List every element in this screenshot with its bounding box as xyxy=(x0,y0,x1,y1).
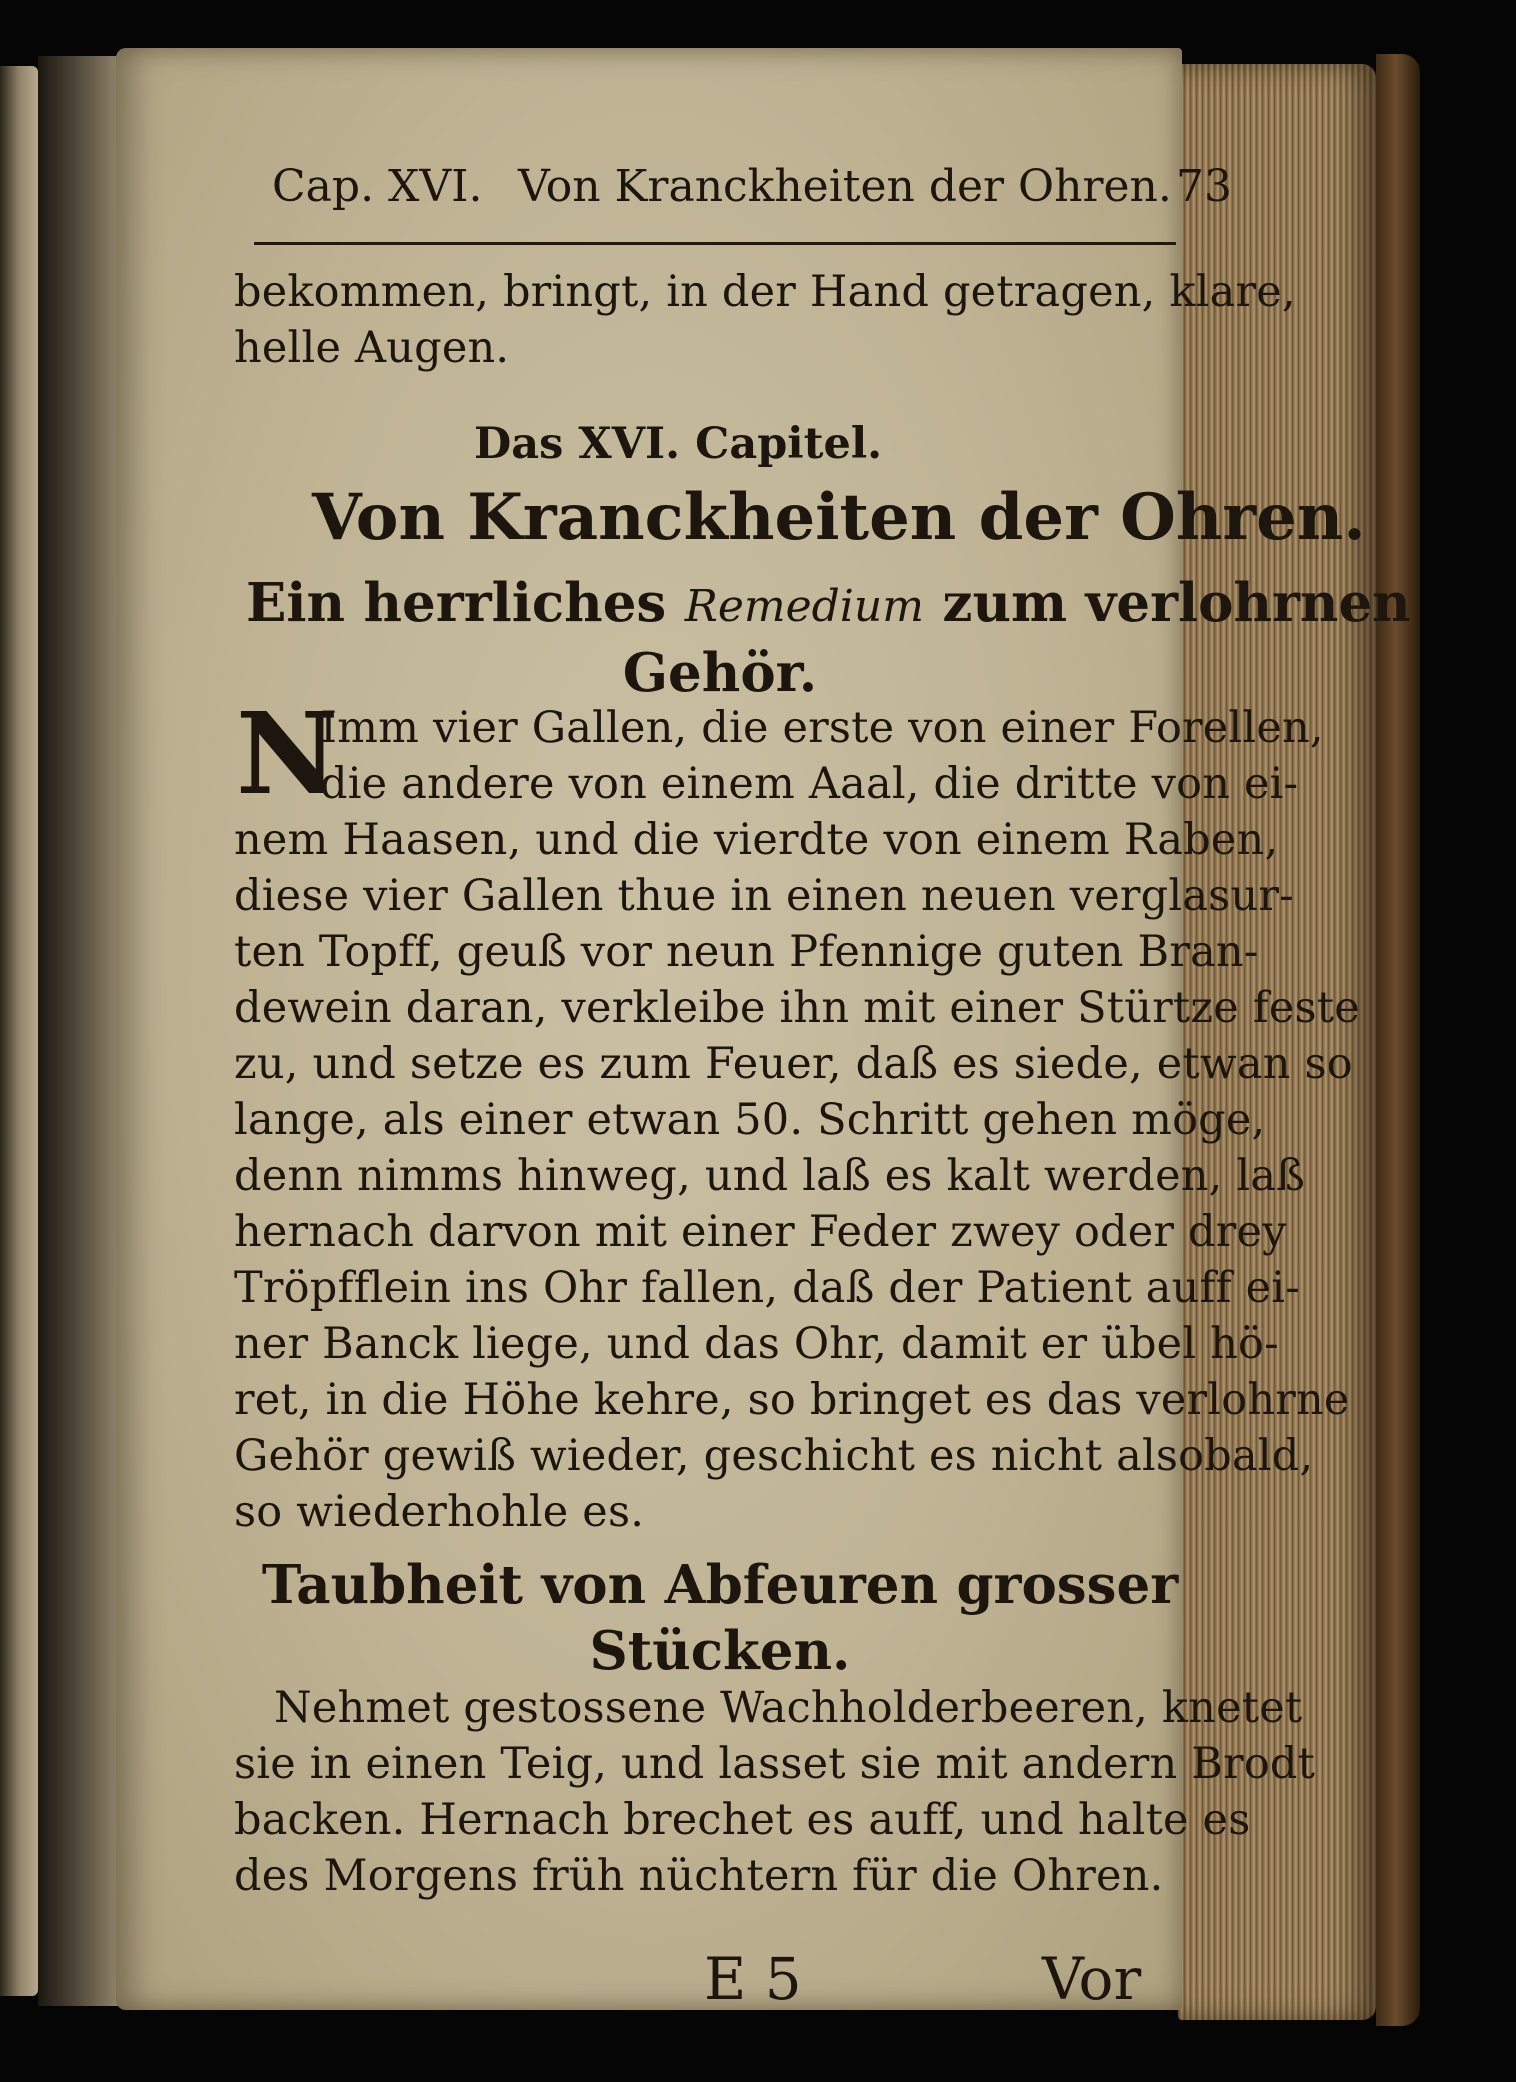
text-line: Gehör gewiß wieder, geschicht es nicht alsobald, xyxy=(234,1431,1314,1481)
chapter-title: Von Kranckheiten der Ohren. xyxy=(312,480,1366,555)
text-line: denn nimms hinweg, und laß es kalt werden, laß xyxy=(234,1151,1306,1201)
text-line: Imm vier Gallen, die erste von einer Forellen, xyxy=(320,703,1324,753)
running-head xyxy=(272,152,1232,222)
head-rule xyxy=(254,242,1176,245)
text-line: die andere von einem Aaal, die dritte von ei- xyxy=(320,759,1299,809)
text-line: helle Augen. xyxy=(234,323,510,373)
text-line: zu, und setze es zum Feuer, daß es siede, etwan so xyxy=(234,1039,1353,1089)
section-title-line: Gehör. xyxy=(622,642,818,704)
section-title-line: Ein herrliches Remedium zum verlohrnen xyxy=(246,572,1411,634)
section-title-line: Taubheit von Abfeuren grosser xyxy=(261,1554,1179,1616)
chapter-label: Das XVI. Capitel. xyxy=(474,419,883,469)
text-line: ret, in die Höhe kehre, so bringet es das verlohrne xyxy=(234,1375,1350,1425)
text-line: backen. Hernach brechet es auff, und halte es xyxy=(234,1795,1251,1845)
text-line: ner Banck liege, und das Ohr, damit er übel hö- xyxy=(234,1319,1279,1369)
text-line: Nehmet gestossene Wachholderbeeren, knetet xyxy=(274,1683,1303,1733)
text-line: des Morgens früh nüchtern für die Ohren. xyxy=(234,1851,1164,1901)
page-number: 73 xyxy=(1176,161,1232,212)
section-title-taubheit xyxy=(246,1552,1194,1684)
text-line: so wiederhohle es. xyxy=(234,1487,645,1537)
book-cover-board xyxy=(1376,54,1420,2026)
section-title-line: Stücken. xyxy=(589,1620,851,1682)
text-line: lange, als einer etwan 50. Schritt gehen möge, xyxy=(234,1095,1266,1145)
catchword: Vor xyxy=(1042,1945,1142,2013)
text-line: bekommen, bringt, in der Hand getragen, klare, xyxy=(234,267,1296,317)
text-line: dewein daran, verkleibe ihn mit einer Stürtze feste xyxy=(234,983,1360,1033)
text-line: hernach darvon mit einer Feder zwey oder drey xyxy=(234,1207,1287,1257)
text-line: diese vier Gallen thue in einen neuen verglasur- xyxy=(234,871,1294,921)
text-line: Tröpfflein ins Ohr fallen, daß der Patient auff ei- xyxy=(234,1263,1300,1313)
text-line: ten Topff, geuß vor neun Pfennige guten Bran- xyxy=(234,927,1259,977)
text-line: sie in einen Teig, und lasset sie mit andern Brodt xyxy=(234,1739,1316,1789)
drop-initial: N xyxy=(236,689,339,820)
text-line: nem Haasen, und die vierdte von einem Raben, xyxy=(234,815,1279,865)
previous-page-edge xyxy=(0,66,38,1996)
running-head-chapter: Cap. XVI. xyxy=(272,161,483,212)
signature-mark: E 5 xyxy=(704,1945,802,2013)
book-page xyxy=(116,48,1411,2013)
running-head-title: Von Kranckheiten der Ohren. xyxy=(518,161,1172,212)
section-title-remedium xyxy=(246,570,1411,706)
